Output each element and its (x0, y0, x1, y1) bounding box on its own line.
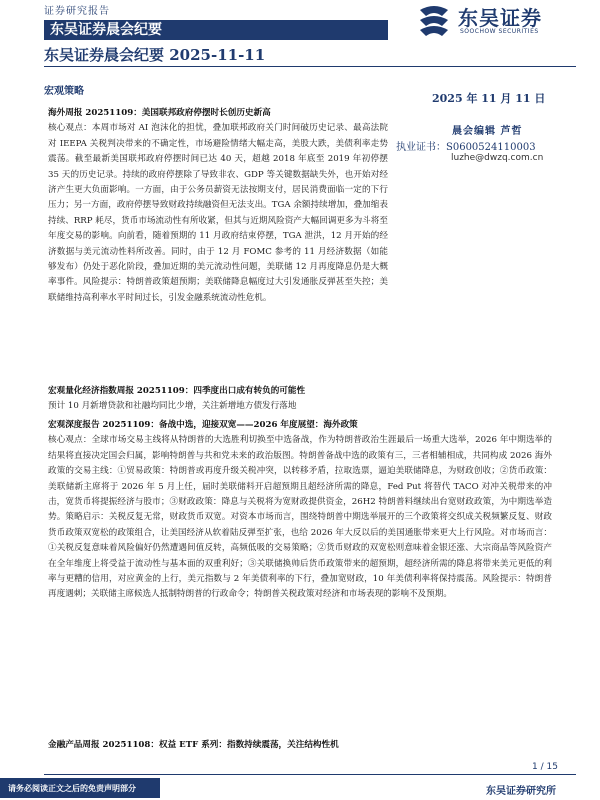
logo-en: SOOCHOW SECURITIES (460, 28, 539, 35)
article-body: 核心观点：本周市场对 AI 泡沫化的担忧，叠加联邦政府关门时间破历史记录、最高法院对 IEEPA 关税判决带来的不确定性，市场避险情绪大幅走高，美股大跌，美债利率走势震荡。截至最新美国联邦政府停摆时间已达 40 天，超越 2018 年底至 2019 年初停摆 35 天的历史记录。持续的政府停摆除了导致非农、GDP 等关键数据缺失外，也开始对经济产生更大负面影响。一方面，由于公务员薪资无法按期支付，居民消费面临一定的下行压力；另一方面，政府停摆导致财政持续融资但无法支出。TGA 余额持续增加，叠加缩表持续、RRP 耗尽，货币市场流动性有所收紧，但其与近期风险资产大幅回调更多为斗将至年度交易的影响。向前看，随着预期的 11 月政府结束停摆，TGA 泄洪，12 月开始的经济数据与美元流动性料所改善。同时，由于 12 月 FOMC 参考的 11 月经济数据（如能够发布）仍处于恶化阶段，叠加近期的美元流动性问题，美联储 12 月再度降息仍是大概率事件。风险提示：特朗普政策超预期；美联储降息幅度过大引发通胀反弹甚至失控；美联储维持高利率水平时间过长，引发金融系统流动性危机。 (48, 123, 388, 303)
article-heading: 宏观量化经济指数周报 20251109：四季度出口成有转负的可能性 (48, 386, 306, 396)
report-category: 证券研究报告 (44, 6, 110, 17)
banner: 东吴证券晨会纪要 (44, 20, 388, 40)
article-4 (48, 738, 552, 753)
article-1 (48, 106, 388, 306)
page-title: 东吴证券晨会纪要 2025-11-11 (44, 46, 266, 64)
footer-org: 东吴证券研究所 (486, 786, 556, 797)
footer-divider (44, 774, 576, 775)
article-body: 核心观点：全球市场交易主线将从特朗普的大选胜利切换至中选备战，作为特朗普政治生涯最后一场重大选举，2026 年中期选举的结果将直接决定国会归属，影响特朗普与共和党未来的政治版图。特朗普备战中选的政策有三，三者相辅相成，共同构成 2026 海外政策的交易主线：①贸易政策：特朗普或再度升级关税冲突，以转移矛盾，拉取选票，逼迫美联储降息，为财政创收；②货币政策：美联储新主席将于 2026 年 5 月上任，届时美联储料开启超预期且超经济所需的降息，Fed Put 将替代 TACO 对冲关税带来的冲击，宽货币将提振经济与股市；③财政政策：降息与关税将为宽财政提供资金，26H2 特朗普料继续出台宽财政政策，为中期选举造势。策略启示：关税反复无常，财政货币双宽。对资本市场而言，围绕特朗普中期选举展开的三个政策将交织成关税频繁反复、财政货币政策双宽松的政策组合，让美国经济从软着陆反弹至扩张，也给 2026 年大反以后的美国通胀带来更大上行风险。对市场而言：①关税反复意味着风险偏好仍然遭遇间值反转，高频低吸的交易策略；②货币财政的双宽松则意味着金银还涨、大宗商品等风险资产在全年维度上将受益于流动性与基本面的双重利好；③关联储换帅后货币政策带来的超预期，超经济所需的降息将带来美元更低的利率与更糟的信用，对应黄金的上行，美元指数与 2 年美债利率的下行，叠加宽财政，10 年美债利率将保持震荡。风险提示：特朗普再度遇刺；关联储主席候选人抵制特朗普的行政命令；特朗普关税政策对经济和市场表现的影响不及预期。 (48, 435, 552, 600)
article-heading: 金融产品周报 20251108：权益 ETF 系列：指数持续震荡，关注结构性机 (48, 740, 339, 750)
article-3 (48, 418, 552, 603)
email-link[interactable]: luzhe@dwzq.com.cn (451, 153, 544, 163)
disclaimer-banner: 请务必阅读正文之后的免责声明部分 (0, 778, 160, 798)
article-2 (48, 384, 552, 415)
company-logo (416, 0, 576, 40)
editor: 晨会编辑 芦哲 (452, 126, 523, 137)
article-heading: 宏观深度报告 20251109：备战中选，迎接双宽——2026 年度展望：海外政策 (48, 420, 358, 430)
logo-cn: 东吴证券 (458, 6, 542, 30)
report-date: 2025 年 11 月 11 日 (432, 92, 546, 105)
logo-mark-icon (416, 2, 452, 38)
section-label: 宏观策略 (44, 86, 84, 97)
article-body: 预计 10 月新增贷款和社融均同比少增，关注新增地方债发行落地 (48, 401, 297, 412)
title-divider (44, 66, 576, 67)
article-heading: 海外周报 20251109：美国联邦政府停摆时长创历史新高 (48, 108, 271, 118)
page-number: 1 / 15 (532, 762, 558, 772)
license-number: 执业证书：S0600524110003 (396, 142, 536, 153)
